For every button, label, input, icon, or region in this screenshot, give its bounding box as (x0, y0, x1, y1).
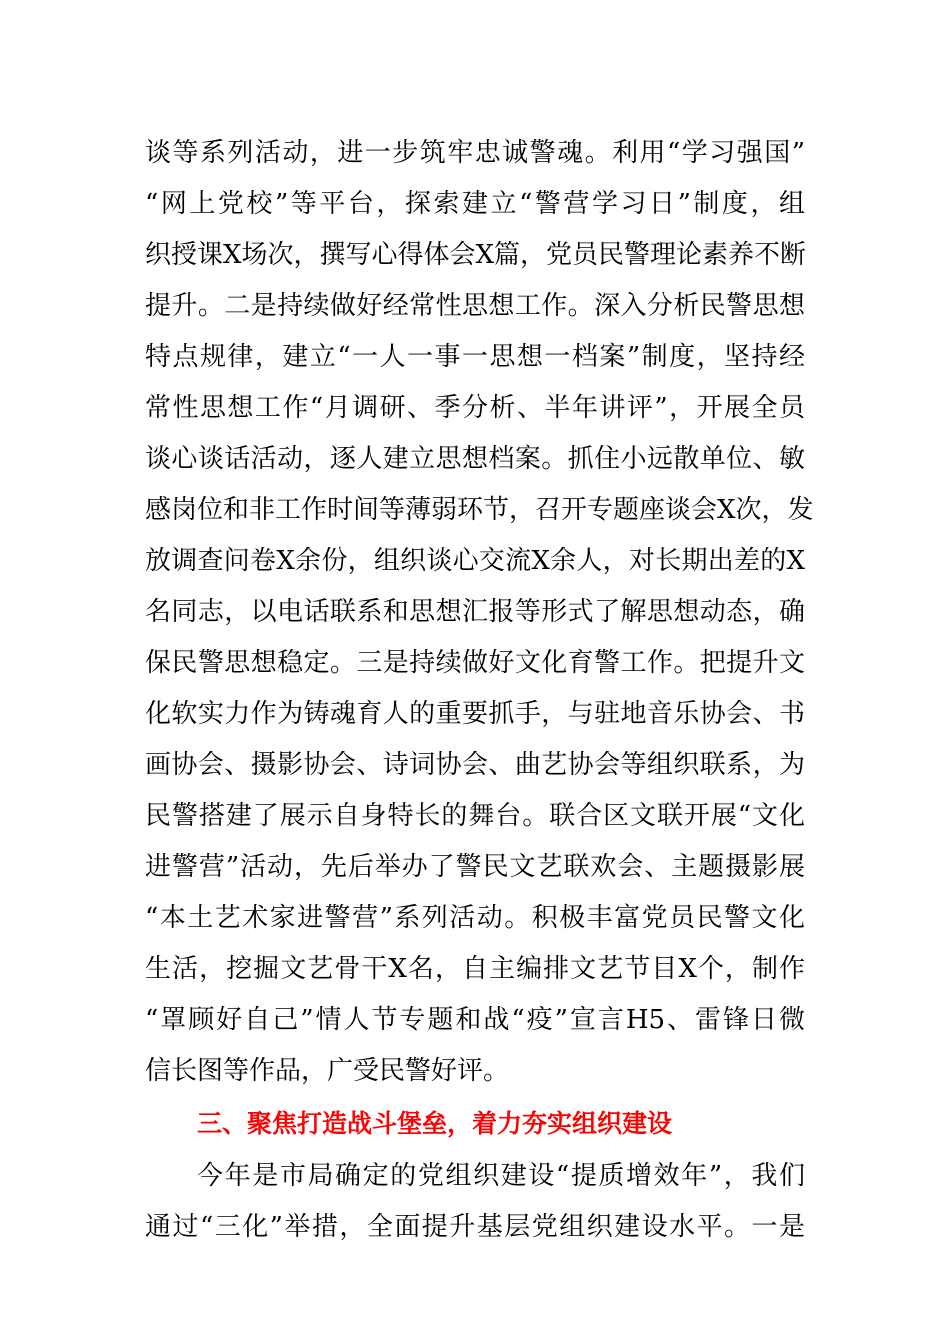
body-text-line: 今年是市局确定的党组织建设“提质增效年”，我们 (197, 1161, 805, 1191)
body-text-line: 化软实力作为铸魂育人的重要抓手，与驻地音乐协会、书 (145, 699, 805, 729)
body-text-line: 放调查问卷X余份，组织谈心交流X余人，对长期出差的X (145, 546, 805, 576)
section-heading: 三、聚焦打造战斗堡垒，着力夯实组织建设 (197, 1109, 673, 1138)
body-text-line: 谈等系列活动，进一步筑牢忠诚警魂。利用“学习强国” (145, 138, 805, 168)
body-text-line: “罩顾好自己”情人节专题和战“疫”宣言H5、雷锋日微 (145, 1005, 805, 1035)
body-text-line: 谈心谈话活动，逐人建立思想档案。抓住小远散单位、敏 (145, 444, 805, 474)
body-text-line: 保民警思想稳定。三是持续做好文化育警工作。把提升文 (145, 648, 805, 678)
body-text-line: 信长图等作品，广受民警好评。 (145, 1056, 510, 1086)
body-text-line: 画协会、摄影协会、诗词协会、曲艺协会等组织联系，为 (145, 750, 805, 780)
body-text-line: 名同志，以电话联系和思想汇报等形式了解思想动态，确 (145, 597, 805, 627)
body-text-line: 提升。二是持续做好经常性思想工作。深入分析民警思想 (145, 291, 805, 321)
body-text-line: 常性思想工作“月调研、季分析、半年讲评”，开展全员 (145, 393, 805, 423)
body-text-line: 感岗位和非工作时间等薄弱环节，召开专题座谈会X次，发 (145, 495, 814, 525)
body-text-line: 生活，挖掘文艺骨干X名，自主编排文艺节目X个，制作 (145, 954, 805, 984)
body-text-line: 织授课X场次，撰写心得体会X篇，党员民警理论素养不断 (145, 240, 807, 270)
body-text-line: 进警营”活动，先后举办了警民文艺联欢会、主题摄影展 (145, 852, 805, 882)
body-text-line: 民警搭建了展示自身特长的舞台。联合区文联开展“文化 (145, 801, 805, 831)
body-text-line: 通过“三化”举措，全面提升基层党组织建设水平。一是 (145, 1212, 805, 1242)
body-text-line: “网上党校”等平台，探索建立“警营学习日”制度，组 (145, 189, 805, 219)
body-text-line: “本土艺术家进警营”系列活动。积极丰富党员民警文化 (145, 903, 805, 933)
body-text-line: 特点规律，建立“一人一事一思想一档案”制度，坚持经 (145, 342, 805, 372)
